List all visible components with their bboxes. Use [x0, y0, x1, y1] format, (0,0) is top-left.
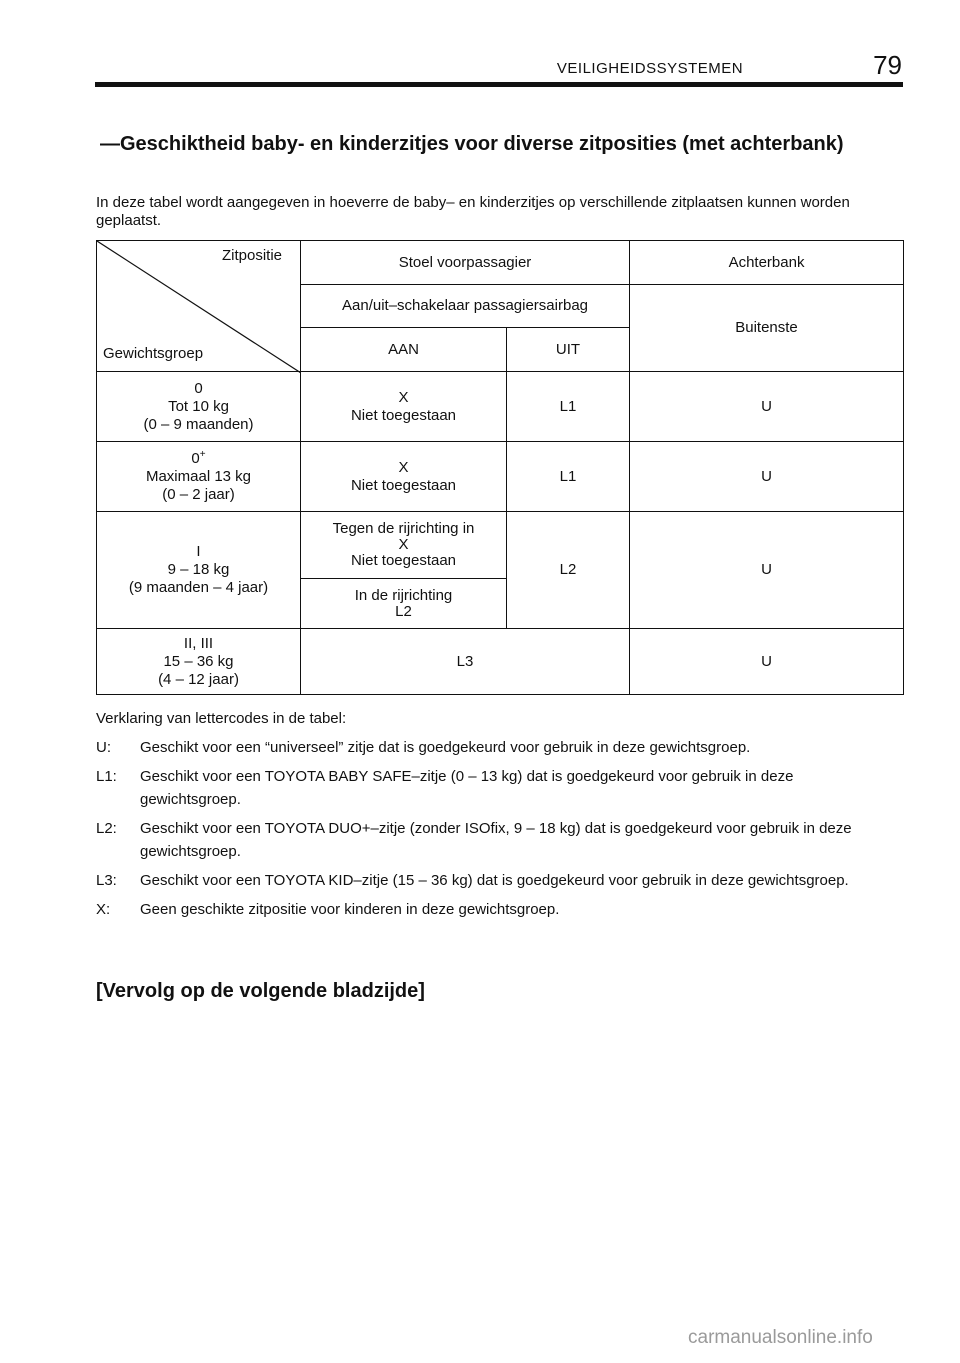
table-corner-cell — [97, 241, 301, 372]
airbag-on-cell: X Niet toegestaan — [301, 372, 507, 442]
header-divider — [95, 82, 903, 87]
rear-seat-header: Achterbank — [630, 241, 904, 285]
continued-note: [Vervolg op de volgende bladzijde] — [96, 980, 425, 1002]
weight-group-label: Gewichtsgroep — [103, 345, 204, 362]
seat-position-label: Zitpositie — [221, 247, 282, 264]
list-item: L2: Geschikt voor een TOYOTA DUO+–zitje (zonder ISOfix, 9 – 18 kg) dat is goedgekeurd voor gebruik in deze gewichtsgroep. — [96, 820, 852, 860]
page-number: 79 — [873, 50, 902, 80]
rear-seat-cell: U — [630, 629, 904, 695]
legend-list — [96, 736, 896, 927]
weight-group-cell: 0+ Maximaal 13 kg (0 – 2 jaar) — [97, 442, 301, 512]
table-row — [97, 629, 904, 695]
list-item: X: Geen geschikte zitpositie voor kinderen in deze gewichtsgroep. — [96, 901, 560, 918]
airbag-off-cell: L1 — [507, 442, 630, 512]
child-seat-table — [96, 240, 904, 695]
airbag-on-header: AAN — [301, 328, 507, 372]
passenger-seat-header: Stoel voorpassagier — [301, 241, 630, 285]
list-item: L3: Geschikt voor een TOYOTA KID–zitje (15 – 36 kg) dat is goedgekeurd voor gebruik in deze gewichtsgroep. — [96, 872, 849, 889]
table-row — [97, 442, 904, 512]
list-item: L1: Geschikt voor een TOYOTA BABY SAFE–zitje (0 – 13 kg) dat is goedgekeurd voor gebruik in deze gewichtsgroep. — [96, 768, 794, 808]
rear-outer-header: Buitenste — [630, 285, 904, 372]
legend-intro: Verklaring van lettercodes in de tabel: — [96, 710, 347, 727]
weight-group-cell: II, III 15 – 36 kg (4 – 12 jaar) — [97, 629, 301, 695]
airbag-off-cell: L2 — [507, 512, 630, 629]
rear-seat-cell: U — [630, 442, 904, 512]
airbag-off-cell: L1 — [507, 372, 630, 442]
section-title: VEILIGHEIDSSYSTEMEN — [556, 60, 744, 77]
rear-seat-cell: U — [630, 512, 904, 629]
rear-facing-block: Tegen de rijrichting in X Niet toegestaan — [301, 512, 506, 579]
list-item: U: Geschikt voor een “universeel” zitje dat is goedgekeurd voor gebruik in deze gewichtsgroep. — [96, 739, 751, 756]
watermark: carmanualsonline.info — [688, 1327, 873, 1348]
weight-group-cell: I 9 – 18 kg (9 maanden – 4 jaar) — [97, 512, 301, 629]
intro-paragraph: In deze tabel wordt aangegeven in hoeverre de baby– en kinderzitjes op verschillende zitplaatsen kunnen worden geplaatst. — [96, 194, 850, 229]
airbag-off-header: UIT — [507, 328, 630, 372]
rear-seat-cell: U — [630, 372, 904, 442]
section-heading: —Geschiktheid baby- en kinderzitjes voor diverse zitposities (met achterbank) — [100, 133, 844, 155]
airbag-on-cell — [301, 512, 507, 629]
weight-group-cell: 0 Tot 10 kg (0 – 9 maanden) — [97, 372, 301, 442]
airbag-on-cell: X Niet toegestaan — [301, 442, 507, 512]
airbag-switch-header: Aan/uit–schakelaar passagiersairbag — [301, 285, 630, 328]
table-row — [97, 512, 904, 629]
passenger-seat-cell: L3 — [301, 629, 630, 695]
table-row — [97, 372, 904, 442]
forward-facing-block: In de rijrichting L2 — [354, 586, 453, 620]
